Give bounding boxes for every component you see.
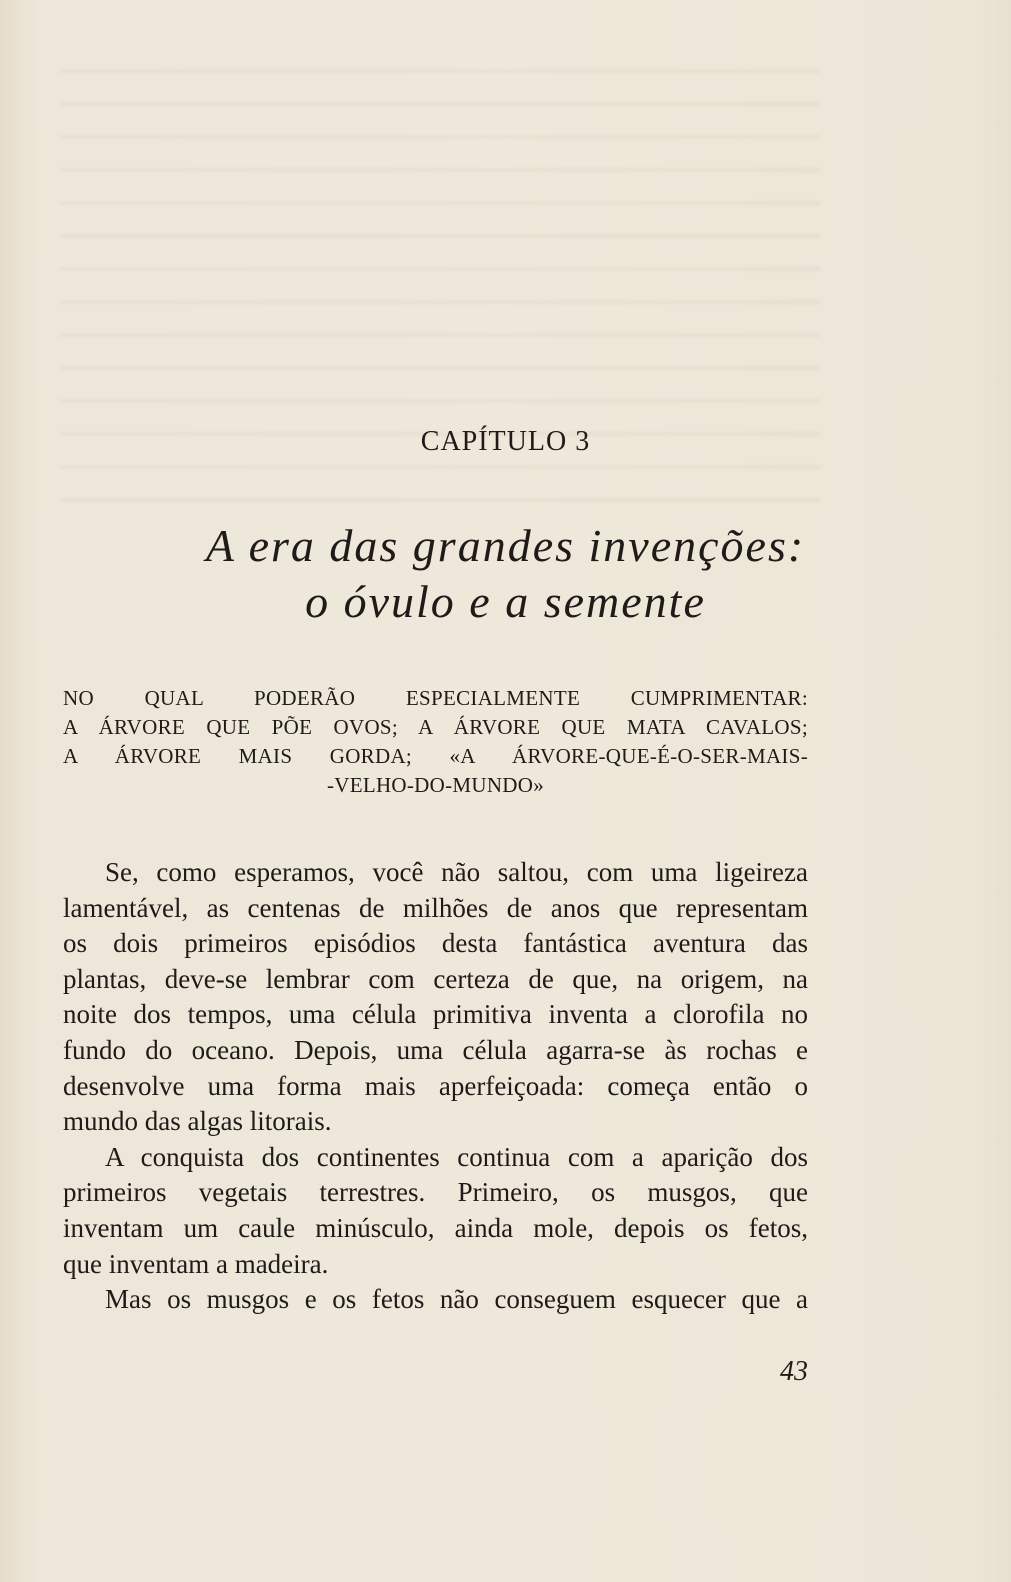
paragraph-line: noite dos tempos, uma célula primitiva inventa a clorofila no (63, 999, 808, 1030)
chapter-title-line: A era das grandes invenções: (205, 520, 806, 571)
chapter-number: CAPÍTULO 3 (420, 426, 591, 457)
paragraph-line: Mas os musgos e os fetos não conseguem esquecer que a (105, 1284, 808, 1315)
summary-line: A ÁRVORE MAIS GORDA; «A ÁRVORE-QUE-É-O-SER-MAIS- (63, 744, 808, 768)
paragraph-line: lamentável, as centenas de milhões de anos que representam (63, 892, 808, 923)
paragraph-line: os dois primeiros episódios desta fantástica aventura das (63, 928, 808, 959)
paragraph-line: primeiros vegetais terrestres. Primeiro, os musgos, que (63, 1177, 808, 1208)
page-number: 43 (780, 1356, 808, 1387)
body-text (63, 855, 808, 1318)
reverse-side-bleed-through (60, 70, 820, 540)
paragraph-line: fundo do oceano. Depois, uma célula agarra-se às rochas e (63, 1034, 808, 1065)
chapter-summary (63, 684, 808, 800)
summary-line: NO QUAL PODERÃO ESPECIALMENTE CUMPRIMENTAR: (63, 686, 808, 710)
paragraph-line: mundo das algas litorais. (63, 1106, 332, 1137)
paragraph-line: inventam um caule minúsculo, ainda mole, depois os fetos, (63, 1212, 808, 1243)
summary-line: A ÁRVORE QUE PÕE OVOS; A ÁRVORE QUE MATA CAVALOS; (63, 715, 808, 739)
chapter-title (0, 518, 1011, 630)
paragraph-line: desenvolve uma forma mais aperfeiçoada: começa então o (63, 1070, 808, 1101)
summary-line: -VELHO-DO-MUNDO» (326, 773, 545, 797)
chapter-title-line: o óvulo e a semente (305, 576, 706, 627)
paragraph-line: Se, como esperamos, você não saltou, com uma ligeireza (105, 857, 808, 887)
paragraph-line: plantas, deve-se lembrar com certeza de que, na origem, na (63, 963, 808, 994)
paragraph-line: A conquista dos continentes continua com a aparição dos (105, 1141, 808, 1172)
paragraph-line: que inventam a madeira. (63, 1248, 329, 1279)
